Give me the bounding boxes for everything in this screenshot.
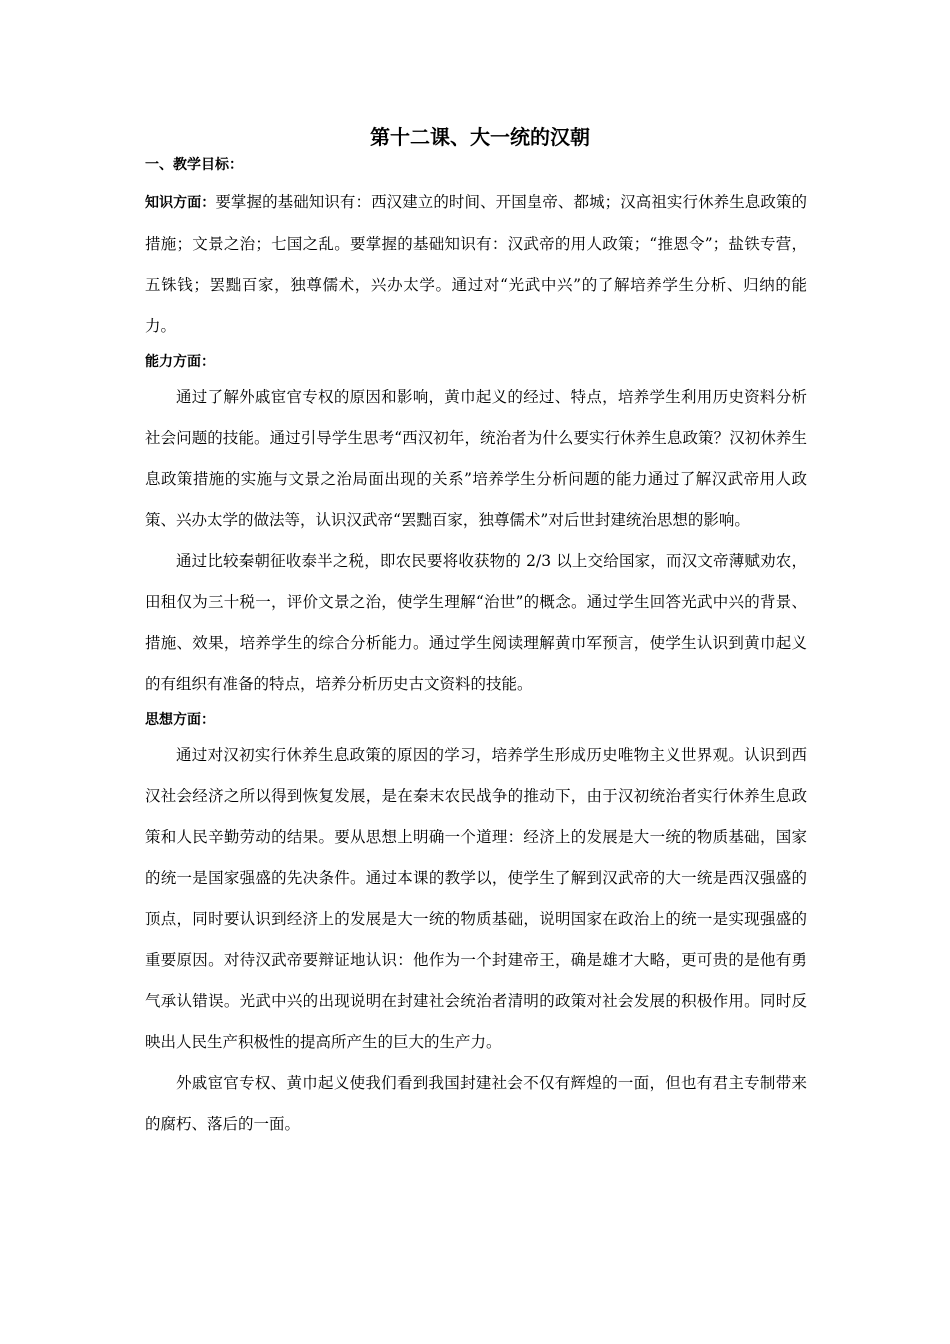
knowledge-label: 知识方面： (145, 195, 216, 211)
thought-paragraph-2: 外戚宦官专权、黄巾起义使我们看到我国封建社会不仅有辉煌的一面，但也有君主专制带来的腐朽、落后的一面。 (145, 1074, 807, 1133)
page-title: 第十二课、大一统的汉朝 (370, 125, 590, 149)
thought-label: 思想方面： (145, 712, 215, 728)
document-body (145, 120, 807, 1145)
knowledge-text: 要掌握的基础知识有：西汉建立的时间、开国皇帝、都城；汉高祖实行休养生息政策的措施；文景之治；七国之乱。要掌握的基础知识有：汉武帝的用人政策；“推恩令”；盐铁专营，五铢钱；罢黜百家，独尊儒术，兴办太学。通过对“光武中兴”的了解培养学生分析、归纳的能力。 (145, 193, 807, 335)
ability-paragraph-1: 通过了解外戚宦官专权的原因和影响，黄巾起义的经过、特点，培养学生利用历史资料分析社会问题的技能。通过引导学生思考“西汉初年，统治者为什么要实行休养生息政策？汉初休养生息政策措施的实施与文景之治局面出现的关系”培养学生分析问题的能力通过了解汉武帝用人政策、兴办太学的做法等，认识汉武帝“罢黜百家，独尊儒术”对后世封建统治思想的影响。 (145, 388, 807, 529)
thought-paragraph-1: 通过对汉初实行休养生息政策的原因的学习，培养学生形成历史唯物主义世界观。认识到西汉社会经济之所以得到恢复发展，是在秦末农民战争的推动下，由于汉初统治者实行休养生息政策和人民辛勤劳动的结果。要从思想上明确一个道理：经济上的发展是大一统的物质基础，国家的统一是国家强盛的先决条件。通过本课的教学以，使学生了解到汉武帝的大一统是西汉强盛的顶点，同时要认识到经济上的发展是大一统的物质基础，说明国家在政治上的统一是实现强盛的重要原因。对待汉武帝要辩证地认识：他作为一个封建帝王，确是雄才大略，更可贵的是他有勇气承认错误。光武中兴的出现说明在封建社会统治者清明的政策对社会发展的积极作用。同时反映出人民生产积极性的提高所产生的巨大的生产力。 (145, 746, 807, 1051)
knowledge-paragraph (145, 182, 807, 347)
ability-label: 能力方面： (145, 354, 215, 370)
ability-paragraph-2: 通过比较秦朝征收泰半之税，即农民要将收获物的 2/3 以上交给国家，而汉文帝薄赋劝农，田租仅为三十税一，评价文景之治，使学生理解“治世”的概念。通过学生回答光武中兴的背景、措施、效果，培养学生的综合分析能力。通过学生阅读理解黄巾军预言，使学生认识到黄巾起义的有组织有准备的特点，培养分析历史古文资料的技能。 (145, 552, 807, 693)
section-heading-objectives: 一、教学目标： (145, 157, 243, 173)
